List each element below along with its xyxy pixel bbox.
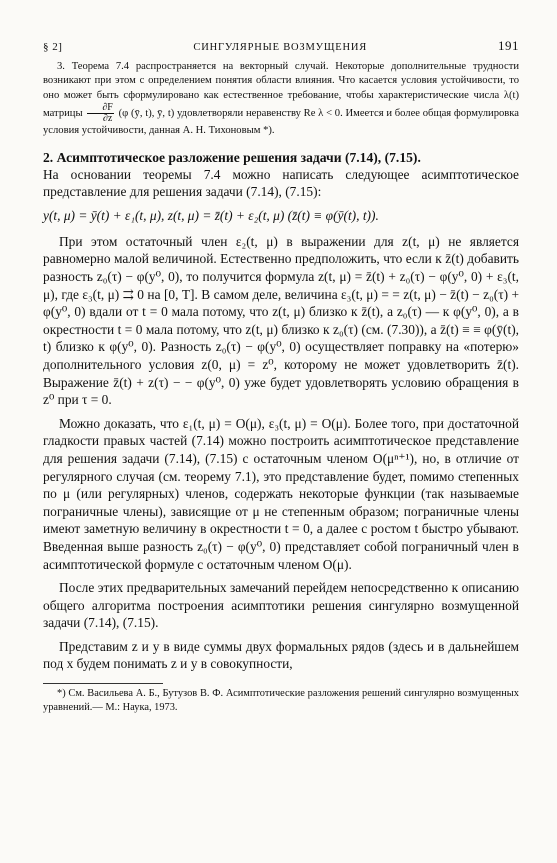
footnote: *) См. Васильева А. Б., Бутузов В. Ф. Асимптотические разложения решений сингулярно возмущенных уравнений.— М.: Наука, 1973. <box>43 688 519 713</box>
fraction-numerator: ∂F <box>87 103 114 114</box>
page-number: 191 <box>497 38 519 53</box>
paragraph-4: Представим z и y в виде суммы двух формальных рядов (здесь и в дальнейшем под x будем понимать z и y в совокупности, <box>43 638 519 672</box>
remark-text <box>43 60 519 139</box>
remark-line-1: 3. Теорема 7.4 распространяется на векторный случай. Некоторые дополнительные трудности возникают при этом с определением понятия области влияния. Что касается условия устойчивости, то оно может быть сформулировано как естественное требование, чтобы характеристические числа λ(t) <box>43 61 519 101</box>
section-ref: § 2] <box>43 41 63 53</box>
paragraph-1: При этом остаточный член ε₂(t, μ) в выражении для z(t, μ) не является равномерно малой величиной. Естественно предположить, что если к z̄(t) добавить разность z₀(τ) − φ(y⁰, 0), то получится формула z(t, μ) = z̄(t) + z₀(τ) − φ(y⁰, 0) + ε₃(t, μ), где ε₃(t, μ) ⇉ 0 на [0, T]. В самом деле, величина ε₃(t, μ) = = z(t, μ) − z̄(t) − z₀(τ) + φ(y⁰, 0) вдали от t = 0 мала потому, что z(t, μ) близко к z̄(t), а z₀(τ) — к φ(y⁰, 0), а в окрестности t = 0 мала потому, что z(t, μ) близко к z₀(τ) (см. (7.30)), а z̄(t) ≡ ≡ φ(ȳ(t), t) близко к φ(y⁰, 0). Разность z₀(τ) − φ(y⁰, 0) осуществляет поправку на «потерю» дополнительного условия z(0, μ) = z⁰, которому не может удовлетворить z̄(t). Выражение z̄(t) + z(τ) − − φ(y⁰, 0) уже будет удовлетворять условию обращения в z⁰ при τ = 0. <box>43 233 519 408</box>
footnote-divider <box>43 683 163 684</box>
running-header <box>43 38 519 60</box>
running-title: СИНГУЛЯРНЫЕ ВОЗМУЩЕНИЯ <box>193 42 368 53</box>
remark-block <box>43 60 519 139</box>
section-intro: На основании теоремы 7.4 можно написать следующее асимптотическое представление для решения задачи (7.14), (7.15): <box>43 166 519 200</box>
paragraph-3: После этих предварительных замечаний перейдем непосредственно к описанию общего алгоритма построения асимптотики решения сингулярно возмущенной задачи (7.14), (7.15). <box>43 580 519 631</box>
remark-line-2: (φ (ȳ, t), ȳ, t) удовлетворяли неравенству Re λ < 0. Имеется и более общая формулировка условия устойчивости, данная А. Н. Тихоновым *). <box>43 108 520 137</box>
fraction-denominator: ∂z <box>102 113 113 125</box>
display-formula: y(t, μ) = ȳ(t) + ε₁(t, μ), z(t, μ) = z̄(t) + ε₂(t, μ) (z̄(t) ≡ φ(ȳ(t), t)). <box>43 207 379 223</box>
remark-matrix-prefix: матрицы <box>43 108 83 120</box>
section-heading: 2. Асимптотическое разложение решения задачи (7.14), (7.15). <box>43 149 421 165</box>
partial-derivative-fraction <box>87 103 114 124</box>
paragraph-2: Можно доказать, что ε₁(t, μ) = O(μ), ε₃(t, μ) = O(μ). Более того, при достаточной гладкости правых частей (7.14) можно построить асимптотическое представление для решения задачи (7.14), (7.15) с остаточным членом O(μⁿ⁺¹), но, в отличие от регулярного случая (см. теорему 7.1), это представление будет, помимо степенных по μ (или регулярных) членов, содержать некоторые функции (так называемые пограничные члены), зависящие от μ не степенным образом; пограничные члены имеют заметную величину в окрестности t = 0, а далее с ростом t быстро убывают. Введенная выше разность z₀(τ) − φ(y⁰, 0) представляет собой пограничный член в асимптотической формуле с остаточным членом O(μ). <box>43 415 519 572</box>
